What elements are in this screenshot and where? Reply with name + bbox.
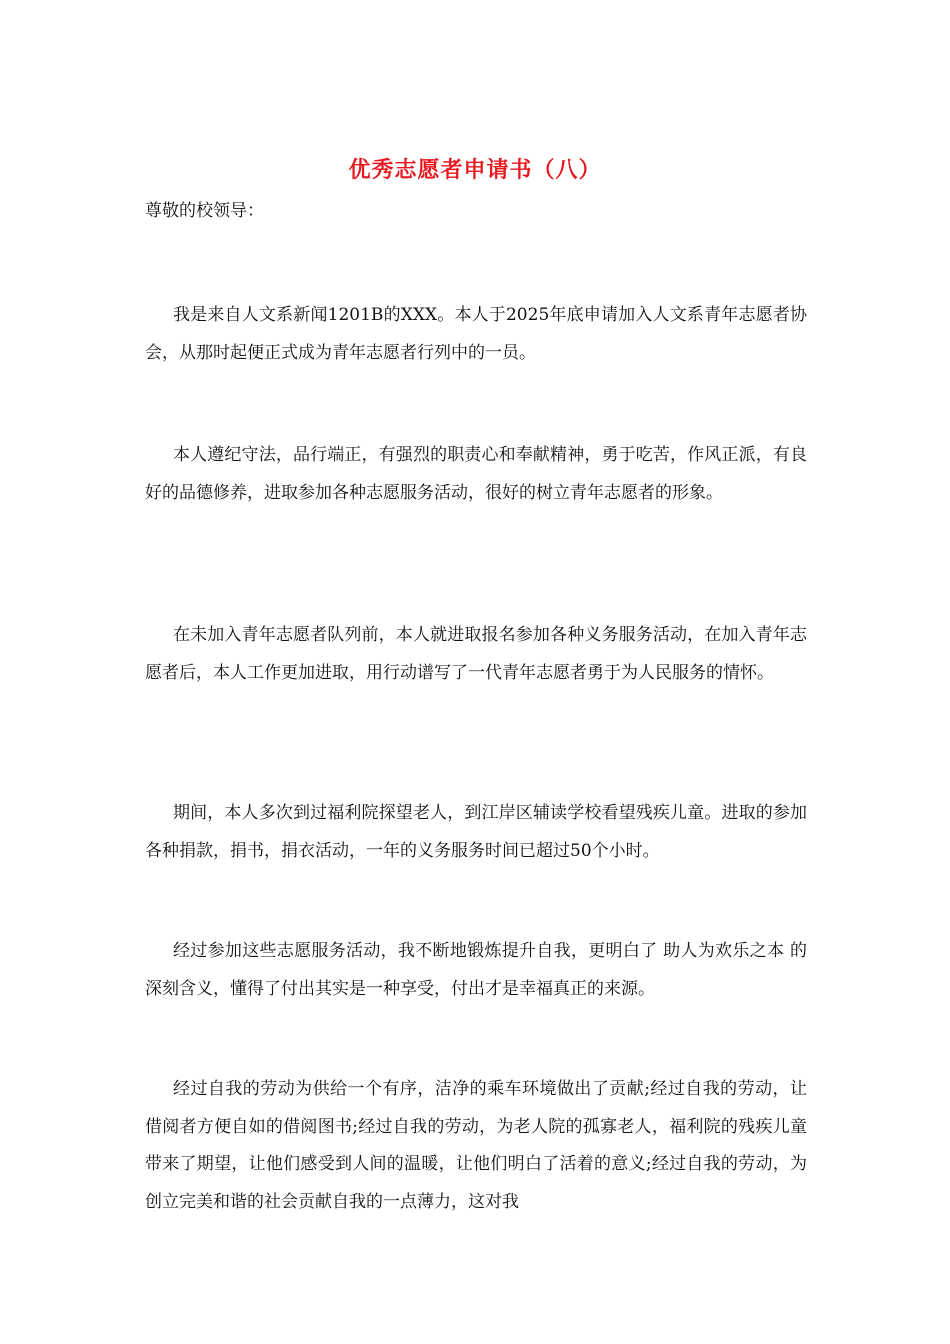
paragraph-4: 期间，本人多次到过福利院探望老人，到江岸区辅读学校看望残疾儿童。进取的参加各种捐款，捐书，捐衣活动，一年的义务服务时间已超过50个小时。 [145,803,807,861]
paragraph-3: 在未加入青年志愿者队列前，本人就进取报名参加各种义务服务活动，在加入青年志愿者后，本人工作更加进取，用行动谱写了一代青年志愿者勇于为人民服务的情怀。 [145,625,807,683]
paragraph-2: 本人遵纪守法，品行端正，有强烈的职责心和奉献精神，勇于吃苦，作风正派，有良好的品德修养，进取参加各种志愿服务活动，很好的树立青年志愿者的形象。 [145,445,807,503]
salutation: 尊敬的校领导： [145,201,264,221]
paragraph-5: 经过参加这些志愿服务活动，我不断地锻炼提升自我，更明白了 助人为欢乐之本 的深刻含义，懂得了付出其实是一种享受，付出才是幸福真正的来源。 [145,941,807,999]
page-title: 优秀志愿者申请书（八） [348,157,602,183]
paragraph-1: 我是来自人文系新闻1201B的XXX。本人于2025年底申请加入人文系青年志愿者协会，从那时起便正式成为青年志愿者行列中的一员。 [145,305,807,363]
paragraph-6: 经过自我的劳动为供给一个有序，洁净的乘车环境做出了贡献;经过自我的劳动，让借阅者方便自如的借阅图书;经过自我的劳动，为老人院的孤寡老人，福利院的残疾儿童带来了期望，让他们感受到人间的温暖，让他们明白了活着的意义;经过自我的劳动，为创立完美和谐的社会贡献自我的一点薄力，这对我 [145,1079,807,1212]
